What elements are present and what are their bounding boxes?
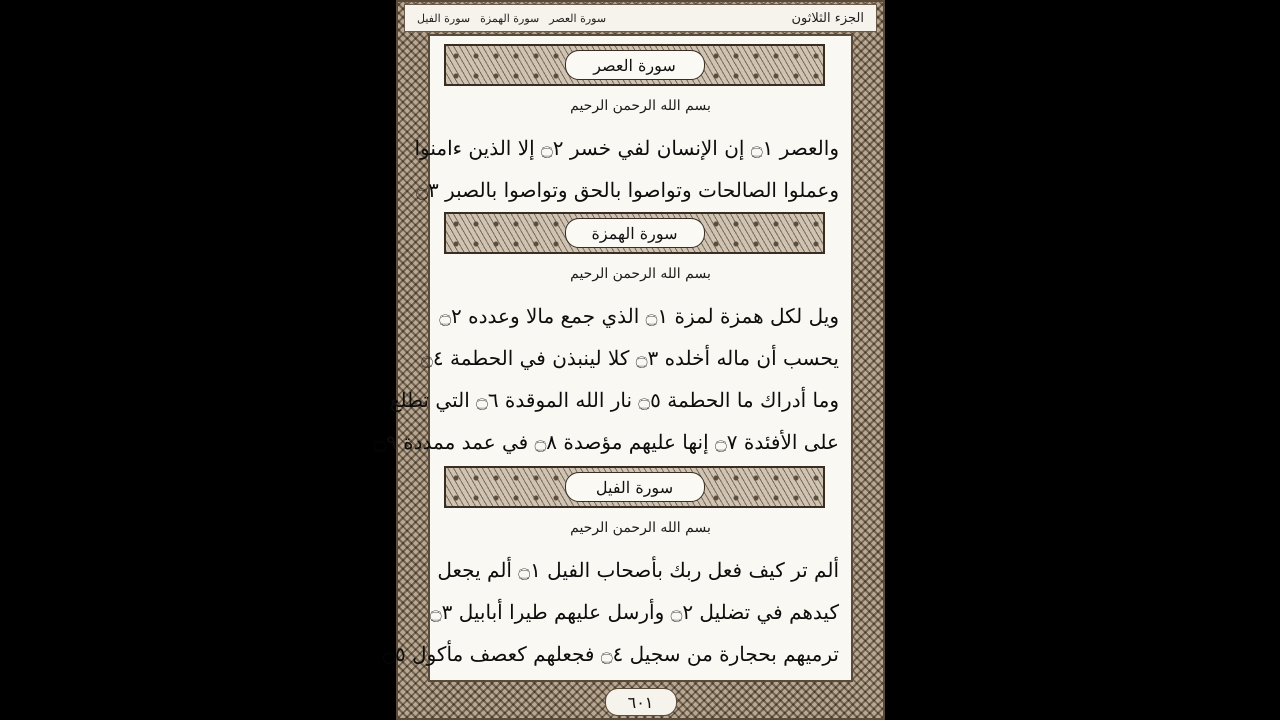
surah-title-fil: سورة الفيل — [565, 472, 705, 502]
page-number: ٦٠١ — [605, 688, 677, 716]
header-surah-1: سورة العصر — [549, 11, 607, 25]
verse-line: يحسب أن ماله أخلده ۝٣ كلا لينبذن في الحطمة ۝٤ — [421, 346, 839, 370]
mushaf-page — [374, 0, 885, 720]
verse-line: ويل لكل همزة لمزة ۝١ الذي جمع مالا وعدده ۝٢ — [439, 304, 839, 328]
text-panel — [374, 34, 853, 682]
surah-title-asr: سورة العصر — [565, 50, 705, 80]
basmala-asr: بسم الله الرحمن الرحيم — [570, 98, 711, 114]
surah-title-humazah: سورة الهمزة — [565, 218, 705, 248]
basmala-humazah: بسم الله الرحمن الرحيم — [570, 266, 711, 282]
header-surah-3: سورة الفيل — [417, 11, 471, 25]
verse-line: كيدهم في تضليل ۝٢ وأرسل عليهم طيرا أبابيل ۝٣ — [429, 600, 839, 624]
surah-banner-humazah — [444, 212, 825, 254]
verse-line: والعصر ۝١ إن الإنسان لفي خسر ۝٢ إلا الذين ءامنوا — [414, 136, 839, 160]
surah-banner-fil — [444, 466, 825, 508]
verse-line: ألم تر كيف فعل ربك بأصحاب الفيل ۝١ ألم يجعل — [437, 558, 839, 582]
header-surah-list — [417, 12, 606, 25]
verse-line: وما أدراك ما الحطمة ۝٥ نار الله الموقدة ۝٦ التي تطلع — [389, 388, 839, 412]
verse-line: ترميهم بحجارة من سجيل ۝٤ فجعلهم كعصف مأكول ۝٥ — [383, 642, 839, 666]
verse-line: وعملوا الصالحات وتواصوا بالحق وتواصوا بالصبر ۝٣ — [416, 178, 839, 202]
juz-label: الجزء الثلاثون — [791, 10, 864, 26]
header-surah-2: سورة الهمزة — [480, 11, 540, 25]
verse-line: على الأفئدة ۝٧ إنها عليهم مؤصدة ۝٨ في عمد ممددة ۝٩ — [374, 430, 839, 454]
surah-banner-asr — [444, 44, 825, 86]
basmala-fil: بسم الله الرحمن الرحيم — [570, 520, 711, 536]
page-header — [404, 4, 877, 32]
